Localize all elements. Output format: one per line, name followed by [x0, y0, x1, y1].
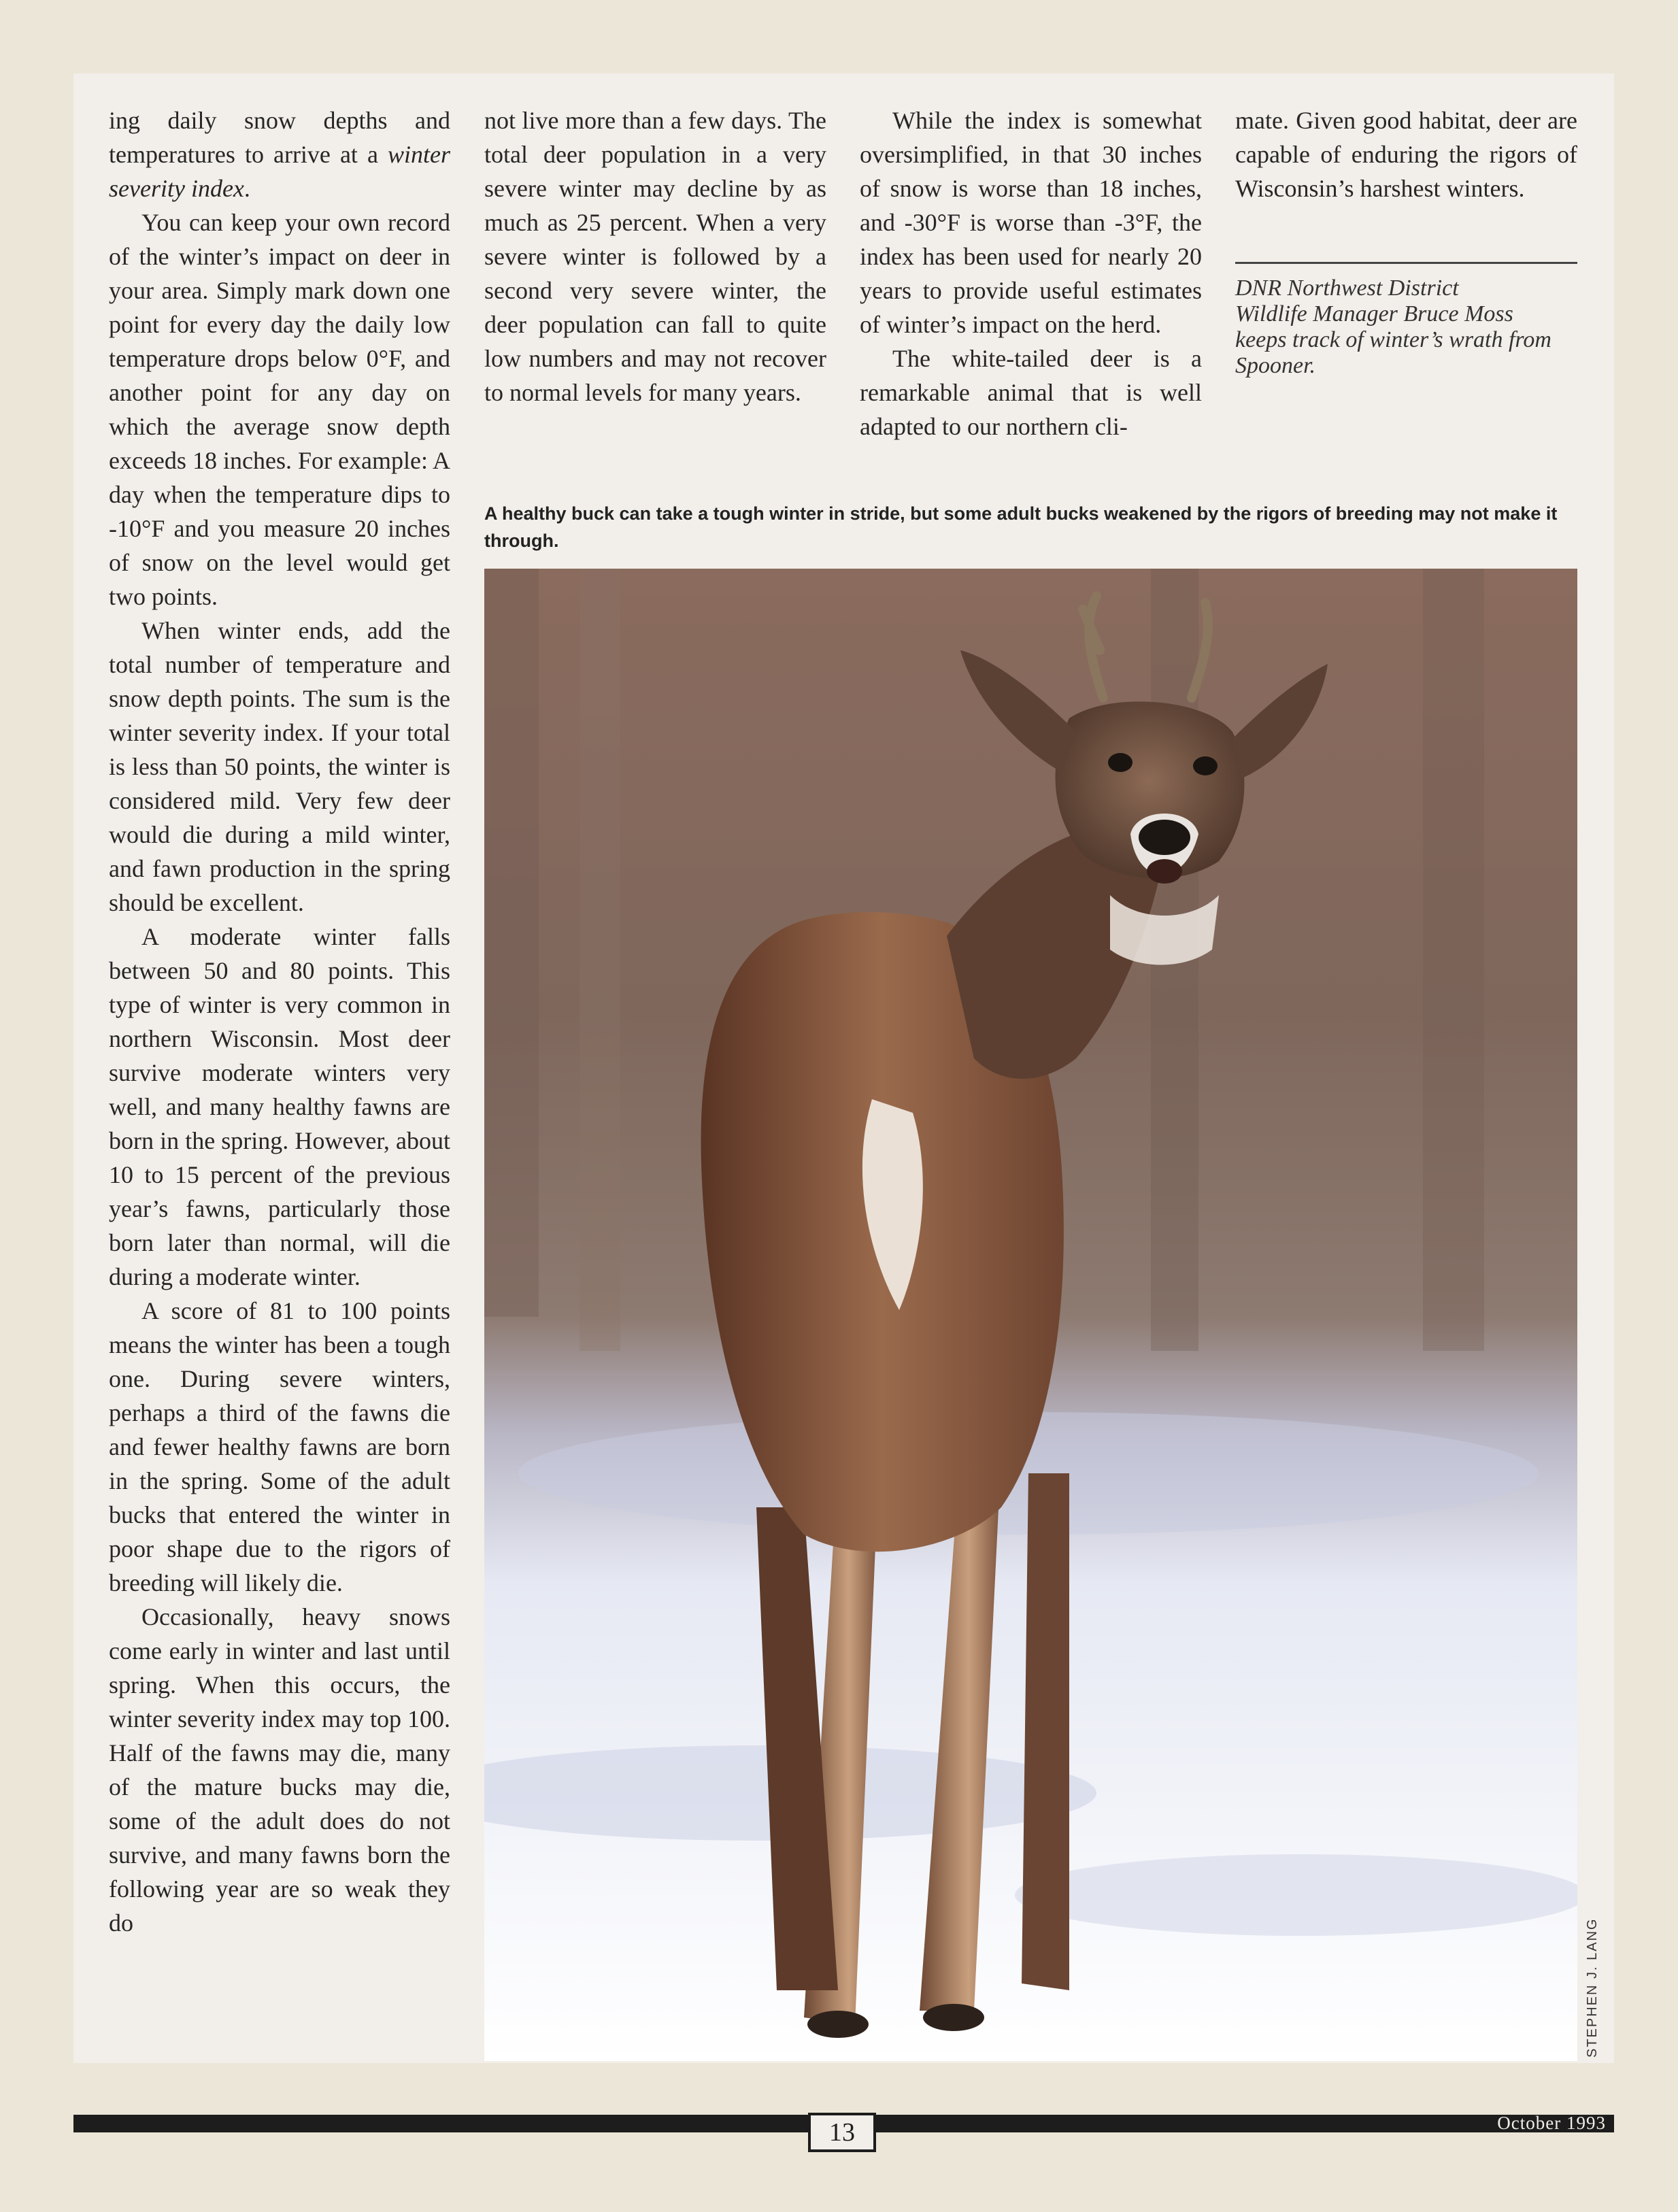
italic-term: winter severity index: [109, 141, 450, 202]
paragraph: mate. Given good habitat, deer are capable of enduring the rigors of Wisconsin’s harshest winters.: [1235, 107, 1577, 202]
paragraph: [109, 103, 450, 205]
text-run: ing daily snow depths and temperatures to arrive at a: [109, 107, 450, 168]
paragraph: not live more than a few days. The total deer population in a very severe winter may decline by as much as 25 percent. When a very severe winter is followed by a second very severe winter, the deer population can fall to quite low numbers and may not recover to normal levels for many years.: [484, 107, 826, 406]
photo-caption: A healthy buck can take a tough winter in stride, but some adult bucks weakened by the rigors of breeding may not make it through.: [484, 503, 1558, 551]
issue-date: October 1993: [1497, 2113, 1606, 2133]
text-run: .: [244, 175, 250, 202]
author-credit: [1235, 275, 1577, 379]
paragraph: When winter ends, add the total number of temperature and snow depth points. The sum is the winter severity index. If your total is less than 50 points, the winter is considered mild. Very few deer would die during a mild winter, and fawn production in the spring should be excellent.: [109, 617, 450, 916]
deer-illustration: [484, 569, 1577, 2061]
paragraph: Occasionally, heavy snows come early in winter and last until spring. When this occurs, the winter severity index may top 100. Half of the fawns may die, many of the mature bucks may die, some of the adult does do not survive, and many fawns born the following year are so weak they do: [109, 1603, 450, 1937]
author-line: keeps track of winter’s wrath from: [1235, 327, 1551, 352]
author-line: Spooner.: [1235, 353, 1316, 378]
article-column-1: [109, 103, 450, 1940]
article-column-4: [1235, 103, 1577, 205]
author-divider: [1235, 262, 1577, 264]
paragraph: You can keep your own record of the winter’s impact on deer in your area. Simply mark down one point for every day the daily low temperature drops below 0°F, and another point for any day on which the average snow depth exceeds 18 inches. For example: A day when the temperature dips to -10°F and you measure 20 inches of snow on the level would get two points.: [109, 209, 450, 610]
author-line: DNR Northwest District: [1235, 275, 1459, 301]
paragraph: The white-tailed deer is a remarkable animal that is well adapted to our northern cli-: [860, 345, 1202, 440]
paragraph: A moderate winter falls between 50 and 80 points. This type of winter is very common in northern Wisconsin. Most deer survive moderate winters very well, and many healthy fawns are born in the spring. However, about 10 to 15 percent of the previous year’s fawns, particularly those born later than normal, will die during a moderate winter.: [109, 923, 450, 1290]
paragraph: A score of 81 to 100 points means the winter has been a tough one. During severe winters, perhaps a third of the fawns die and fewer healthy fawns are born in the spring. Some of the adult bucks that entered the winter in poor shape due to the rigors of breeding will likely die.: [109, 1297, 450, 1596]
author-line: Wildlife Manager Bruce Moss: [1235, 301, 1513, 326]
article-column-2: [484, 103, 826, 409]
photo-credit: STEPHEN J. LANG: [1585, 1917, 1600, 2058]
paragraph: While the index is somewhat oversimplified, in that 30 inches of snow is worse than 18 inches, and -30°F is worse than -3°F, the index has been used for nearly 20 years to provide useful estimates of winter’s impact on the herd.: [860, 107, 1202, 338]
deer-photo: [484, 569, 1577, 2061]
article-column-3: [860, 103, 1202, 443]
page-number: 13: [808, 2113, 876, 2152]
